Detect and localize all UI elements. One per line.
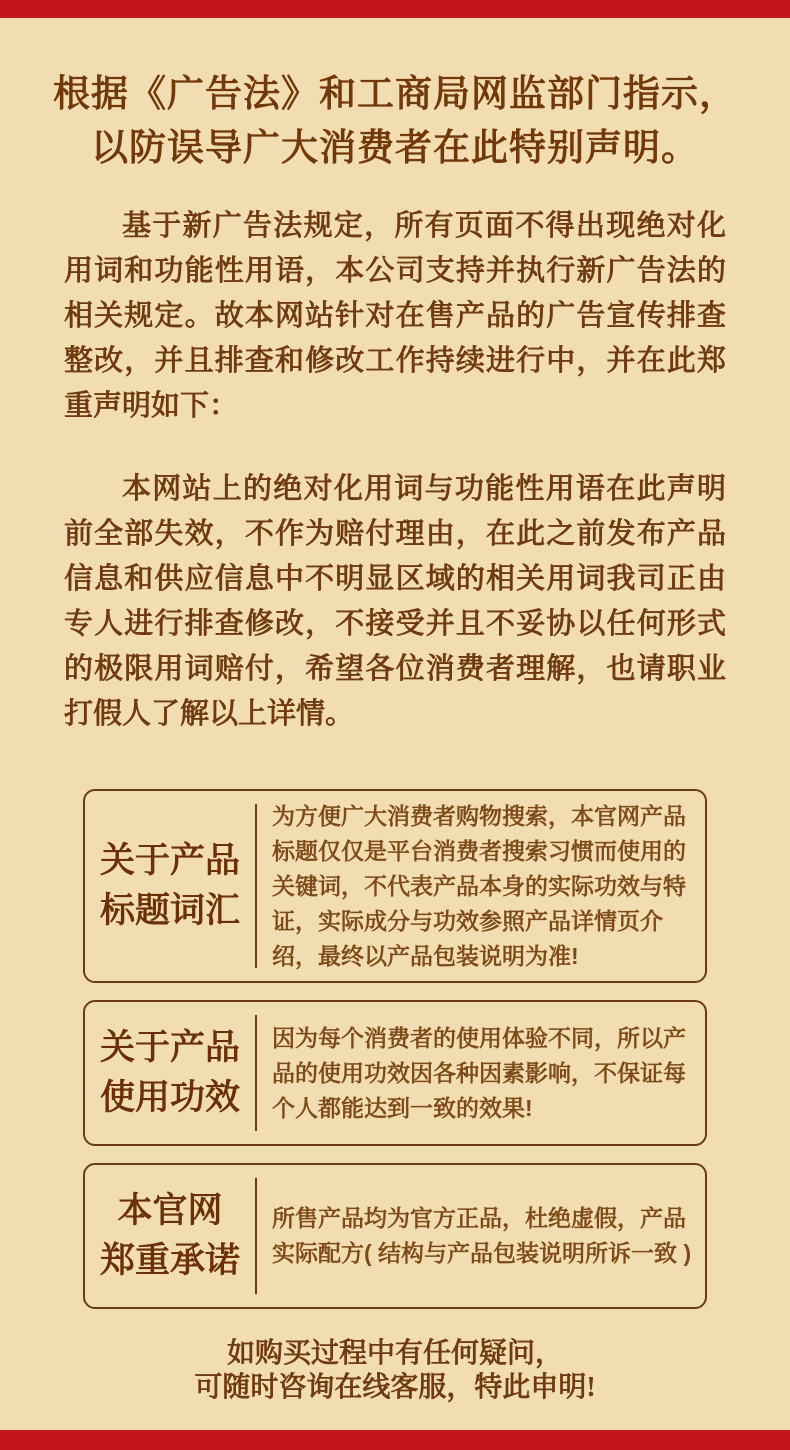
notice-box-official-promise [83, 1163, 707, 1309]
notice-box-title-line-2: 标题词汇 [99, 891, 240, 930]
notice-box-body [257, 1002, 705, 1144]
notice-box-title-line-2: 郑重承诺 [99, 1241, 240, 1280]
page-title-line-1: 根据《广告法》和工商局网监部门指示， [53, 74, 737, 115]
page-title [0, 0, 790, 176]
notice-box-body-text: 为方便广大消费者购物搜索，本官网产品标题仅仅是平台消费者搜索习惯而使用的关键词，不代表产品本身的实际功效与特证，实际成分与功效参照产品详情页介绍，最终以产品包装说明为准! [272, 802, 686, 969]
notice-box-title [85, 1002, 255, 1144]
notice-box-body-text: 因为每个消费者的使用体验不同，所以产品的使用功效因各种因素影响，不保证每个人都能达到一致的效果! [272, 1024, 686, 1121]
top-red-bar [0, 0, 790, 18]
footer-note [0, 1337, 790, 1405]
statement-paragraph-2: 本网站上的绝对化用词与功能性用语在此声明前全部失效，不作为赔付理由，在此之前发布产品信息和供应信息中不明显区域的相关用词我司正由专人进行排查修改，不接受并且不妥协以任何形式的极限用词赔付，希望各位消费者理解，也请职业打假人了解以上详情。 [64, 473, 726, 730]
footer-line-1: 如购买过程中有任何疑问， [226, 1338, 563, 1369]
notice-box-body [257, 1165, 705, 1307]
statement-paragraph-1: 基于新广告法规定，所有页面不得出现绝对化用词和功能性用语，本公司支持并执行新广告法的相关规定。故本网站针对在售产品的广告宣传排查整改，并且排查和修改工作持续进行中，并在此郑重声明如下： [64, 210, 726, 422]
notice-box-title [85, 791, 255, 981]
notice-box-title-line-1: 关于产品 [99, 1028, 240, 1067]
notice-box-body-text: 所售产品均为官方正品，杜绝虚假，产品实际配方( 结构与产品包装说明所诉一致 ) [272, 1205, 692, 1266]
bottom-red-bar [0, 1430, 790, 1450]
notice-box-title-line-1: 关于产品 [99, 841, 240, 880]
page-title-line-2: 以防误导广大消费者在此特别声明。 [91, 128, 699, 169]
notice-box-product-title [83, 789, 707, 983]
footer-line-2: 可随时咨询在线客服，特此申明! [194, 1372, 596, 1403]
notice-box-body [257, 791, 705, 981]
notice-box-title-line-2: 使用功效 [99, 1078, 240, 1117]
notice-box-product-effect [83, 1000, 707, 1146]
notice-box-title-line-1: 本官网 [117, 1191, 223, 1230]
notice-box-list [83, 789, 707, 1309]
notice-box-title [85, 1165, 255, 1307]
